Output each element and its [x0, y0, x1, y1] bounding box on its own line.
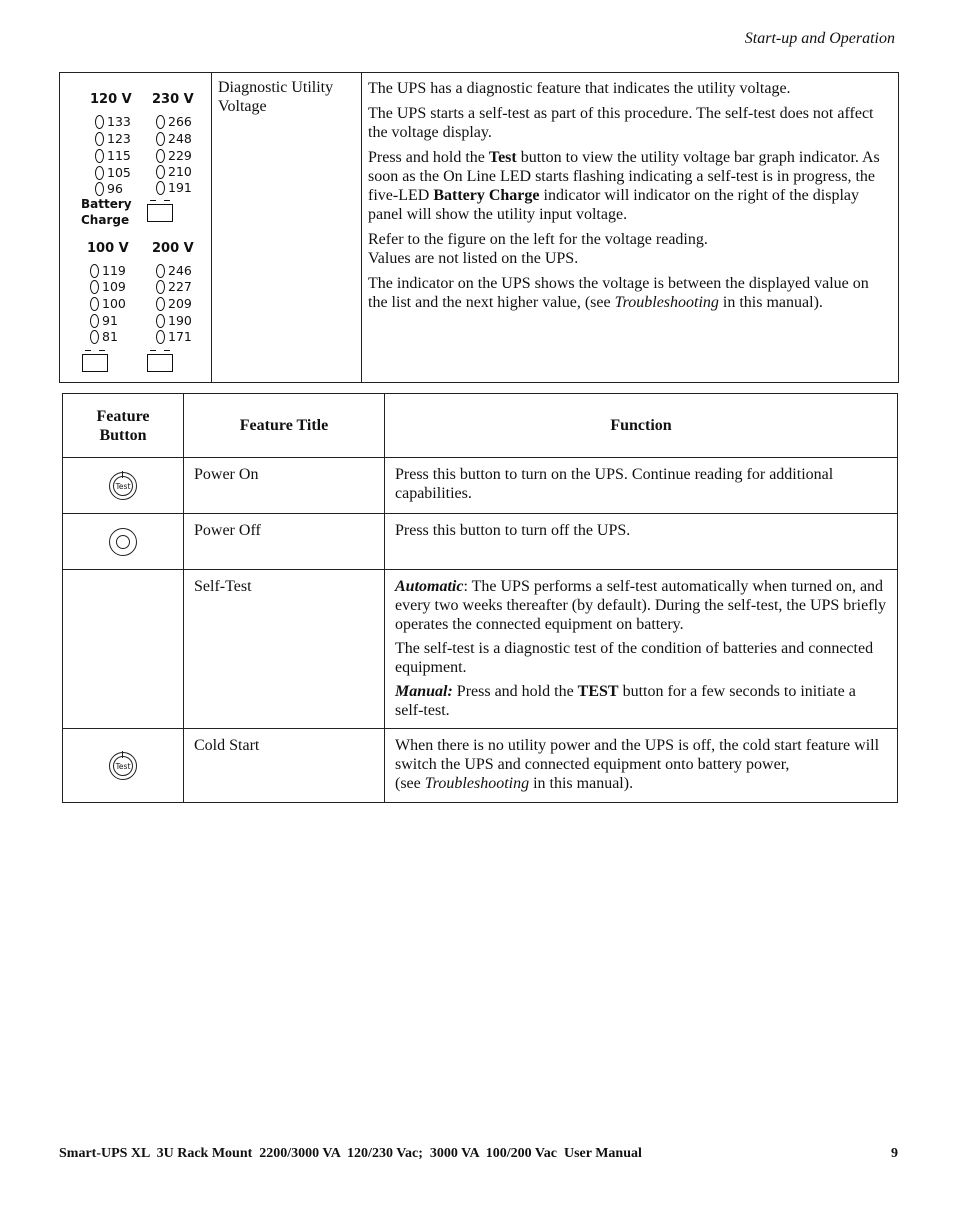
- power-off-button-cell: [63, 514, 184, 570]
- led-100-4: 91: [90, 313, 118, 328]
- led-100-5: 81: [90, 329, 118, 344]
- diagnostic-description: [362, 73, 899, 383]
- diagnostic-graphic-cell: [60, 73, 212, 383]
- heading-120v: 120 V: [90, 92, 132, 107]
- led-icon: [156, 314, 165, 328]
- table-row: [63, 729, 898, 803]
- led-icon: [156, 149, 165, 163]
- page-footer: [59, 1146, 898, 1162]
- diag-paragraph: The indicator on the UPS shows the voltage is between the displayed value on the list and the next higher value, (see Troubleshooting in this manual).: [368, 275, 869, 311]
- led-120-5: 96: [95, 181, 123, 196]
- led-icon: [156, 115, 165, 129]
- heading-200v: 200 V: [152, 241, 194, 256]
- led-icon: [156, 330, 165, 344]
- self-test-button-cell: [63, 570, 184, 729]
- led-icon: [95, 132, 104, 146]
- led-icon: [156, 297, 165, 311]
- diag-paragraph: Press and hold the Test button to view the utility voltage bar graph indicator. As soon as the On Line LED starts flashing indicating a self-test is in progress, the five-LED Battery Charge indicator will indicator on the right of the display panel will show the utility input voltage.: [368, 149, 880, 223]
- charge-label: Charge: [81, 213, 130, 227]
- led-icon: [95, 166, 104, 180]
- feature-title: Cold Start: [184, 729, 385, 803]
- led-icon: [90, 280, 99, 294]
- led-icon: [90, 314, 99, 328]
- led-icon: [90, 297, 99, 311]
- table-row: [63, 570, 898, 729]
- test-button-icon: Test: [109, 752, 137, 780]
- voltage-led-diagram: [60, 73, 211, 382]
- col-feature-button: Feature Button: [63, 394, 184, 458]
- col-function: Function: [385, 394, 898, 458]
- cold-start-button-cell: [63, 729, 184, 803]
- battery-icon: [82, 354, 108, 372]
- led-120-3: 115: [95, 148, 131, 163]
- col-feature-title: Feature Title: [184, 394, 385, 458]
- running-header: Start-up and Operation: [744, 30, 895, 47]
- table-header-row: [63, 394, 898, 458]
- led-230-3: 229: [156, 148, 192, 163]
- led-200-4: 190: [156, 313, 192, 328]
- led-icon: [156, 181, 165, 195]
- diag-paragraph: Refer to the figure on the left for the voltage reading. Values are not listed on the UPS.: [368, 231, 708, 267]
- feature-table: [62, 393, 898, 803]
- table-row: [63, 458, 898, 514]
- led-120-1: 133: [95, 114, 131, 129]
- feature-function: Automatic: The UPS performs a self-test automatically when turned on, and every two weeks thereafter (by default). During the self-test, the UPS briefly operates the connected equipment on battery. The self-test is a diagnostic test of the condition of batteries and connected equipment. Manual: Press and hold the TEST button for a few seconds to initiate a self-test.: [385, 570, 898, 729]
- diagnostic-table: [59, 72, 899, 383]
- led-icon: [156, 280, 165, 294]
- led-icon: [156, 132, 165, 146]
- footer-manual-title: Smart-UPS XL 3U Rack Mount 2200/3000 VA 120/230 Vac; 3000 VA 100/200 Vac User Manual: [59, 1146, 642, 1161]
- led-icon: [95, 149, 104, 163]
- led-100-2: 109: [90, 279, 126, 294]
- led-200-3: 209: [156, 296, 192, 311]
- led-icon: [90, 264, 99, 278]
- diag-paragraph: The UPS starts a self-test as part of this procedure. The self-test does not affect the voltage display.: [368, 105, 874, 141]
- feature-title: Self-Test: [184, 570, 385, 729]
- led-100-3: 100: [90, 296, 126, 311]
- table-row: [63, 514, 898, 570]
- diagnostic-title: Diagnostic Utility Voltage: [212, 73, 362, 383]
- power-on-button-cell: [63, 458, 184, 514]
- led-230-5: 191: [156, 180, 192, 195]
- test-button-icon: Test: [109, 472, 137, 500]
- feature-title: Power On: [184, 458, 385, 514]
- led-100-1: 119: [90, 263, 126, 278]
- battery-icon: [147, 354, 173, 372]
- feature-function: When there is no utility power and the UPS is off, the cold start feature will switch the UPS and connected equipment onto battery power, (see Troubleshooting in this manual).: [385, 729, 898, 803]
- led-icon: [95, 182, 104, 196]
- led-230-2: 248: [156, 131, 192, 146]
- feature-function: Press this button to turn off the UPS.: [385, 514, 898, 570]
- page-number: 9: [891, 1146, 898, 1161]
- led-230-1: 266: [156, 114, 192, 129]
- power-off-button-icon: [109, 528, 137, 556]
- led-icon: [90, 330, 99, 344]
- battery-icon: [147, 204, 173, 222]
- heading-100v: 100 V: [87, 241, 129, 256]
- feature-function: Press this button to turn on the UPS. Continue reading for additional capabilities.: [385, 458, 898, 514]
- diag-paragraph: The UPS has a diagnostic feature that indicates the utility voltage.: [368, 80, 791, 97]
- heading-230v: 230 V: [152, 92, 194, 107]
- battery-label: Battery: [81, 197, 132, 211]
- led-icon: [156, 165, 165, 179]
- led-200-5: 171: [156, 329, 192, 344]
- led-230-4: 210: [156, 164, 192, 179]
- led-200-1: 246: [156, 263, 192, 278]
- led-icon: [95, 115, 104, 129]
- led-120-4: 105: [95, 165, 131, 180]
- feature-title: Power Off: [184, 514, 385, 570]
- led-icon: [156, 264, 165, 278]
- led-120-2: 123: [95, 131, 131, 146]
- led-200-2: 227: [156, 279, 192, 294]
